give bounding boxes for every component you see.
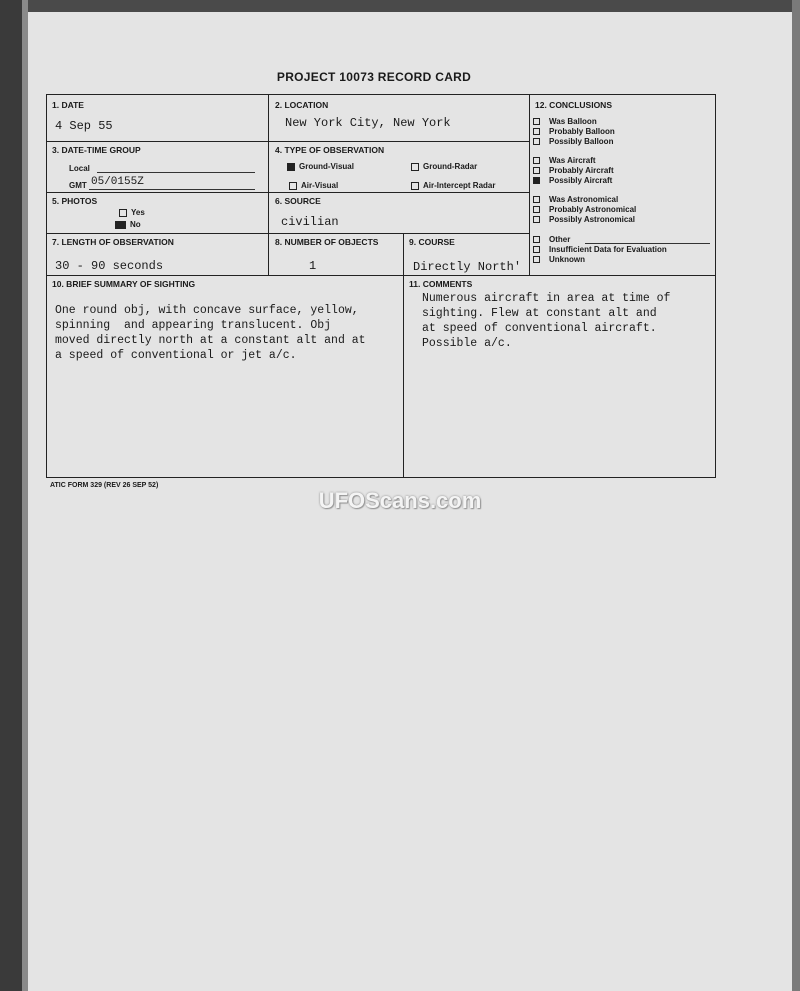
length-value: 30 - 90 seconds: [55, 259, 164, 273]
course-label: 9. COURSE: [409, 237, 455, 247]
conclusion-checkbox: [533, 128, 540, 135]
local-underline: [97, 172, 255, 173]
conclusion-checkbox-checked: [533, 177, 540, 184]
summary-line: a speed of conventional or jet a/c.: [55, 349, 297, 362]
divider-h2: [47, 192, 529, 193]
ground-radar-text: Ground-Radar: [423, 162, 478, 171]
divider-v3: [403, 233, 404, 477]
local-label: Local: [69, 164, 90, 173]
objects-label: 8. NUMBER OF OBJECTS: [275, 237, 379, 247]
conclusion-checkbox: [533, 196, 540, 203]
ground-visual-text: Ground-Visual: [299, 162, 354, 171]
photos-yes-text: Yes: [131, 208, 145, 217]
conclusion-text: Other: [549, 235, 571, 244]
record-card: [46, 94, 716, 478]
ground-radar-checkbox: [411, 163, 419, 171]
divider-v2: [529, 95, 530, 275]
conclusion-checkbox: [533, 236, 540, 243]
conclusion-unknown: [533, 255, 585, 265]
conclusion-text: Possibly Astronomical: [549, 215, 635, 224]
conclusion-text: Unknown: [549, 255, 585, 264]
conclusion-probably-astronomical: [533, 205, 636, 215]
conclusion-possibly-balloon: [533, 137, 613, 147]
summary-line: One round obj, with concave surface, yellow,: [55, 304, 359, 317]
dtg-label: 3. DATE-TIME GROUP: [52, 145, 141, 155]
conclusion-text: Was Astronomical: [549, 195, 619, 204]
comments-line: Possible a/c.: [422, 337, 512, 350]
date-value: 4 Sep 55: [55, 119, 113, 133]
conclusion-possibly-aircraft: [533, 176, 612, 186]
ground-visual-checkbox: [287, 163, 295, 171]
conclusion-checkbox: [533, 206, 540, 213]
divider-v1: [268, 95, 269, 275]
ground-radar-option: [411, 162, 477, 171]
gmt-underline: [89, 189, 255, 190]
conclusion-text: Insufficient Data for Evaluation: [549, 245, 667, 254]
air-visual-text: Air-Visual: [301, 181, 339, 190]
length-label: 7. LENGTH OF OBSERVATION: [52, 237, 174, 247]
conclusions-label: 12. CONCLUSIONS: [535, 100, 612, 110]
divider-h1: [47, 141, 529, 142]
comments-line: at speed of conventional aircraft.: [422, 322, 657, 335]
divider-h3: [47, 233, 529, 234]
air-intercept-radar-checkbox: [411, 182, 419, 190]
conclusion-checkbox: [533, 246, 540, 253]
conclusion-text: Was Balloon: [549, 117, 597, 126]
card-title: PROJECT 10073 RECORD CARD: [276, 70, 472, 84]
conclusion-checkbox: [533, 157, 540, 164]
gmt-value: 05/0155Z: [91, 176, 144, 188]
conclusion-other: [533, 235, 570, 245]
conclusion-was-astronomical: [533, 195, 618, 205]
location-label: 2. LOCATION: [275, 100, 329, 110]
summary-line: spinning and appearing translucent. Obj: [55, 319, 332, 332]
ground-visual-option: [287, 162, 354, 171]
photos-no-checkbox: [115, 221, 126, 229]
source-value: civilian: [281, 215, 339, 229]
conclusion-text: Probably Astronomical: [549, 205, 637, 214]
conclusion-checkbox: [533, 256, 540, 263]
photos-yes-checkbox: [119, 209, 127, 217]
location-value: New York City, New York: [285, 116, 451, 130]
photos-no-text: No: [130, 220, 141, 229]
air-intercept-radar-option: [411, 181, 495, 190]
conclusion-checkbox: [533, 216, 540, 223]
objects-value: 1: [309, 259, 317, 273]
conclusion-text: Possibly Balloon: [549, 137, 614, 146]
air-visual-checkbox: [289, 182, 297, 190]
divider-h4: [47, 275, 715, 276]
summary-label: 10. BRIEF SUMMARY OF SIGHTING: [52, 279, 196, 289]
air-visual-option: [289, 181, 338, 190]
photos-no-option: [115, 220, 141, 229]
conclusion-possibly-astronomical: [533, 215, 635, 225]
conclusion-insufficient-data: [533, 245, 667, 255]
other-underline: [585, 243, 710, 244]
comments-text: [422, 291, 670, 351]
summary-text: [55, 303, 366, 363]
conclusion-checkbox: [533, 118, 540, 125]
conclusion-probably-aircraft: [533, 166, 614, 176]
watermark: UFOScans.com: [318, 488, 482, 513]
date-label: 1. DATE: [52, 100, 84, 110]
conclusion-checkbox: [533, 138, 540, 145]
comments-line: Numerous aircraft in area at time of: [422, 292, 671, 305]
conclusion-was-balloon: [533, 117, 597, 127]
conclusion-checkbox: [533, 167, 540, 174]
course-value: Directly North': [413, 260, 522, 274]
comments-label: 11. COMMENTS: [409, 279, 473, 289]
source-label: 6. SOURCE: [275, 196, 321, 206]
photos-yes-option: [119, 208, 145, 217]
conclusion-text: Possibly Aircraft: [549, 176, 613, 185]
photos-label: 5. PHOTOS: [52, 196, 98, 206]
conclusion-text: Probably Aircraft: [549, 166, 614, 175]
form-identifier: ATIC FORM 329 (REV 26 SEP 52): [50, 482, 159, 489]
comments-line: sighting. Flew at constant alt and: [422, 307, 657, 320]
conclusion-was-aircraft: [533, 156, 596, 166]
conclusion-text: Was Aircraft: [549, 156, 596, 165]
air-intercept-radar-text: Air-Intercept Radar: [423, 181, 496, 190]
scan-edge-top: [0, 0, 800, 12]
conclusion-probably-balloon: [533, 127, 615, 137]
conclusion-text: Probably Balloon: [549, 127, 615, 136]
summary-line: moved directly north at a constant alt and at: [55, 334, 366, 347]
observation-type-label: 4. TYPE OF OBSERVATION: [275, 145, 385, 155]
gmt-label: GMT: [69, 181, 87, 190]
